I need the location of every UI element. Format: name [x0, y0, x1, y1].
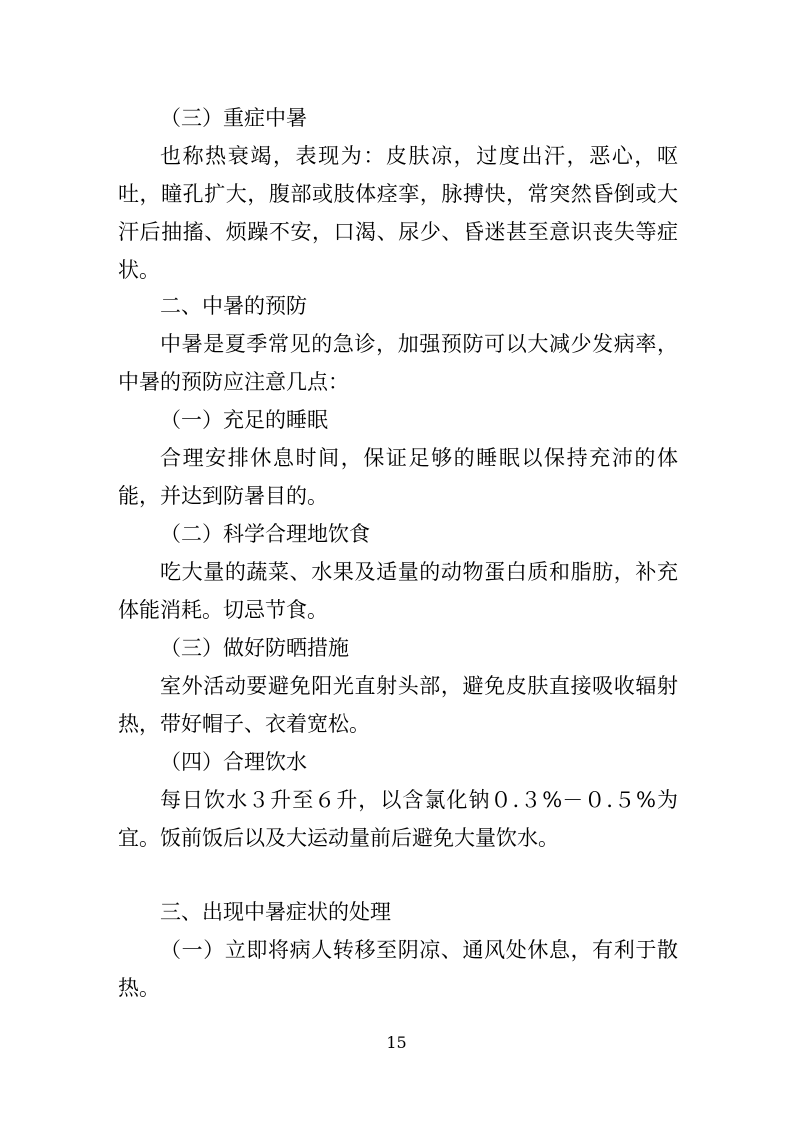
heading-sleep: （一）充足的睡眠	[160, 408, 328, 432]
paragraph-sleep: 合理安排休息时间，保证足够的睡眠以保持充沛的体能，并达到防暑目的。	[118, 446, 678, 508]
heading-water: （四）合理饮水	[160, 750, 307, 774]
paragraph-diet: 吃大量的蔬菜、水果及适量的动物蛋白质和脂肪，补充体能消耗。切忌节食。	[118, 560, 678, 622]
heading-severe-heatstroke: （三）重症中暑	[160, 106, 307, 130]
paragraph-severe-heatstroke: 也称热衰竭，表现为：皮肤凉，过度出汗，恶心，呕吐，瞳孔扩大，腹部或肢体痉挛，脉搏快，常突然昏倒或大汗后抽搐、烦躁不安，口渴、尿少、昏迷甚至意识丧失等症状。	[118, 144, 678, 282]
paragraph-water: 每日饮水３升至６升，以含氯化钠０.３%－０.５%为宜。饭前饭后以及大运动量前后避免大量饮水。	[118, 788, 678, 850]
paragraph-treatment: （一）立即将病人转移至阴凉、通风处休息，有利于散热。	[118, 938, 678, 1000]
heading-treatment: 三、出现中暑症状的处理	[160, 900, 391, 924]
heading-diet: （二）科学合理地饮食	[160, 522, 370, 546]
heading-prevention: 二、中暑的预防	[160, 294, 307, 318]
page-number: 15	[386, 1033, 407, 1052]
paragraph-sun-protection: 室外活动要避免阳光直射头部，避免皮肤直接吸收辐射热，带好帽子、衣着宽松。	[118, 674, 678, 736]
heading-sun-protection: （三）做好防晒措施	[160, 636, 349, 660]
paragraph-prevention: 中暑是夏季常见的急诊，加强预防可以大减少发病率，中暑的预防应注意几点：	[118, 332, 678, 394]
